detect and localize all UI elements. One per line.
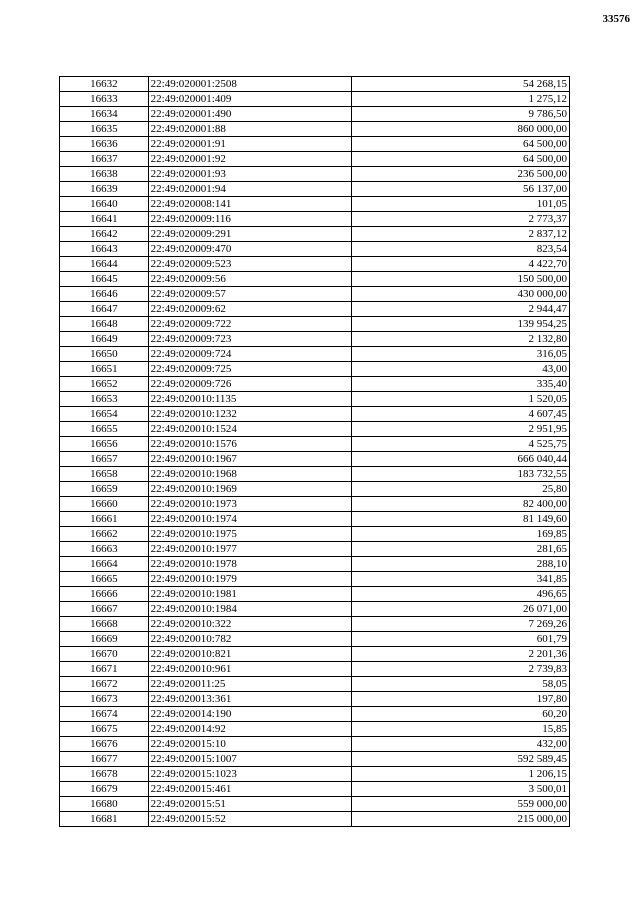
- amount-cell: 4 607,45: [351, 407, 569, 422]
- table-row: [60, 137, 570, 152]
- table-row: [60, 407, 570, 422]
- table-row: [60, 122, 570, 137]
- cadastral-number-cell: 22:49:020010:1524: [148, 422, 351, 437]
- row-number-cell: 16667: [60, 602, 149, 617]
- table-row: [60, 797, 570, 812]
- amount-cell: 3 500,01: [351, 782, 569, 797]
- cadastral-number-cell: 22:49:020001:92: [148, 152, 351, 167]
- cadastral-number-cell: 22:49:020010:1979: [148, 572, 351, 587]
- table-row: [60, 707, 570, 722]
- amount-cell: 341,85: [351, 572, 569, 587]
- table-row: [60, 197, 570, 212]
- amount-cell: 281,65: [351, 542, 569, 557]
- cadastral-number-cell: 22:49:020015:10: [148, 737, 351, 752]
- cadastral-number-cell: 22:49:020001:88: [148, 122, 351, 137]
- row-number-cell: 16657: [60, 452, 149, 467]
- row-number-cell: 16663: [60, 542, 149, 557]
- cadastral-number-cell: 22:49:020010:1974: [148, 512, 351, 527]
- table-row: [60, 182, 570, 197]
- row-number-cell: 16671: [60, 662, 149, 677]
- table-row: [60, 92, 570, 107]
- table-row: [60, 617, 570, 632]
- cadastral-number-cell: 22:49:020009:724: [148, 347, 351, 362]
- row-number-cell: 16649: [60, 332, 149, 347]
- amount-cell: 101,05: [351, 197, 569, 212]
- row-number-cell: 16640: [60, 197, 149, 212]
- cadastral-number-cell: 22:49:020010:1977: [148, 542, 351, 557]
- cadastral-number-cell: 22:49:020001:91: [148, 137, 351, 152]
- row-number-cell: 16678: [60, 767, 149, 782]
- cadastral-number-cell: 22:49:020009:56: [148, 272, 351, 287]
- row-number-cell: 16656: [60, 437, 149, 452]
- table-row: [60, 272, 570, 287]
- amount-cell: 2 773,37: [351, 212, 569, 227]
- table-row: [60, 662, 570, 677]
- table-row: [60, 422, 570, 437]
- table-row: [60, 212, 570, 227]
- cadastral-number-cell: 22:49:020010:1984: [148, 602, 351, 617]
- row-number-cell: 16651: [60, 362, 149, 377]
- amount-cell: 169,85: [351, 527, 569, 542]
- amount-cell: 430 000,00: [351, 287, 569, 302]
- amount-cell: 81 149,60: [351, 512, 569, 527]
- table-row: [60, 752, 570, 767]
- cadastral-number-cell: 22:49:020010:1978: [148, 557, 351, 572]
- amount-cell: 592 589,45: [351, 752, 569, 767]
- table-row: [60, 302, 570, 317]
- row-number-cell: 16653: [60, 392, 149, 407]
- amount-cell: 496,65: [351, 587, 569, 602]
- amount-cell: 2 739,83: [351, 662, 569, 677]
- cadastral-number-cell: 22:49:020011:25: [148, 677, 351, 692]
- row-number-cell: 16643: [60, 242, 149, 257]
- amount-cell: 2 951,95: [351, 422, 569, 437]
- row-number-cell: 16654: [60, 407, 149, 422]
- amount-cell: 7 269,26: [351, 617, 569, 632]
- cadastral-number-cell: 22:49:020009:722: [148, 317, 351, 332]
- table-row: [60, 542, 570, 557]
- cadastral-number-cell: 22:49:020010:782: [148, 632, 351, 647]
- table-row: [60, 647, 570, 662]
- table-row: [60, 632, 570, 647]
- table-row: [60, 467, 570, 482]
- table-row: [60, 242, 570, 257]
- cadastral-number-cell: 22:49:020009:116: [148, 212, 351, 227]
- cadastral-number-cell: 22:49:020013:361: [148, 692, 351, 707]
- table-row: [60, 482, 570, 497]
- amount-cell: 2 944,47: [351, 302, 569, 317]
- row-number-cell: 16632: [60, 77, 149, 92]
- table-row: [60, 677, 570, 692]
- table-row: [60, 152, 570, 167]
- row-number-cell: 16674: [60, 707, 149, 722]
- cadastral-number-cell: 22:49:020010:821: [148, 647, 351, 662]
- amount-cell: 4 422,70: [351, 257, 569, 272]
- cadastral-number-cell: 22:49:020009:725: [148, 362, 351, 377]
- amount-cell: 26 071,00: [351, 602, 569, 617]
- row-number-cell: 16680: [60, 797, 149, 812]
- amount-cell: 2 201,36: [351, 647, 569, 662]
- table-row: [60, 287, 570, 302]
- cadastral-number-cell: 22:49:020001:93: [148, 167, 351, 182]
- amount-cell: 56 137,00: [351, 182, 569, 197]
- table-row: [60, 452, 570, 467]
- table-row: [60, 77, 570, 92]
- cadastral-number-cell: 22:49:020010:961: [148, 662, 351, 677]
- cadastral-number-cell: 22:49:020015:461: [148, 782, 351, 797]
- cadastral-number-cell: 22:49:020009:523: [148, 257, 351, 272]
- row-number-cell: 16673: [60, 692, 149, 707]
- amount-cell: 823,54: [351, 242, 569, 257]
- cadastral-number-cell: 22:49:020009:723: [148, 332, 351, 347]
- cadastral-number-cell: 22:49:020010:1981: [148, 587, 351, 602]
- table-row: [60, 332, 570, 347]
- amount-cell: 58,05: [351, 677, 569, 692]
- row-number-cell: 16675: [60, 722, 149, 737]
- amount-cell: 860 000,00: [351, 122, 569, 137]
- table-row: [60, 782, 570, 797]
- table-row: [60, 347, 570, 362]
- table-row: [60, 512, 570, 527]
- amount-cell: 64 500,00: [351, 137, 569, 152]
- cadastral-number-cell: 22:49:020001:94: [148, 182, 351, 197]
- cadastral-number-cell: 22:49:020009:470: [148, 242, 351, 257]
- amount-cell: 1 206,15: [351, 767, 569, 782]
- cadastral-number-cell: 22:49:020010:1576: [148, 437, 351, 452]
- row-number-cell: 16665: [60, 572, 149, 587]
- row-number-cell: 16676: [60, 737, 149, 752]
- row-number-cell: 16660: [60, 497, 149, 512]
- page-number: 33576: [602, 13, 630, 25]
- row-number-cell: 16664: [60, 557, 149, 572]
- amount-cell: 43,00: [351, 362, 569, 377]
- table-row: [60, 497, 570, 512]
- row-number-cell: 16650: [60, 347, 149, 362]
- row-number-cell: 16662: [60, 527, 149, 542]
- row-number-cell: 16637: [60, 152, 149, 167]
- table-row: [60, 227, 570, 242]
- cadastral-number-cell: 22:49:020015:1007: [148, 752, 351, 767]
- row-number-cell: 16658: [60, 467, 149, 482]
- cadastral-number-cell: 22:49:020010:1968: [148, 467, 351, 482]
- cadastral-number-cell: 22:49:020010:1232: [148, 407, 351, 422]
- table-row: [60, 167, 570, 182]
- row-number-cell: 16670: [60, 647, 149, 662]
- row-number-cell: 16636: [60, 137, 149, 152]
- table-row: [60, 722, 570, 737]
- row-number-cell: 16641: [60, 212, 149, 227]
- cadastral-number-cell: 22:49:020009:726: [148, 377, 351, 392]
- cadastral-number-cell: 22:49:020015:52: [148, 812, 351, 827]
- amount-cell: 15,85: [351, 722, 569, 737]
- cadastral-number-cell: 22:49:020009:57: [148, 287, 351, 302]
- row-number-cell: 16633: [60, 92, 149, 107]
- amount-cell: 1 520,05: [351, 392, 569, 407]
- amount-cell: 335,40: [351, 377, 569, 392]
- row-number-cell: 16659: [60, 482, 149, 497]
- amount-cell: 215 000,00: [351, 812, 569, 827]
- amount-cell: 82 400,00: [351, 497, 569, 512]
- row-number-cell: 16644: [60, 257, 149, 272]
- row-number-cell: 16648: [60, 317, 149, 332]
- amount-cell: 150 500,00: [351, 272, 569, 287]
- row-number-cell: 16647: [60, 302, 149, 317]
- table-row: [60, 587, 570, 602]
- cadastral-number-cell: 22:49:020010:1975: [148, 527, 351, 542]
- table-row: [60, 572, 570, 587]
- cadastral-number-cell: 22:49:020015:1023: [148, 767, 351, 782]
- amount-cell: 432,00: [351, 737, 569, 752]
- row-number-cell: 16646: [60, 287, 149, 302]
- cadastral-number-cell: 22:49:020009:291: [148, 227, 351, 242]
- cadastral-number-cell: 22:49:020010:1973: [148, 497, 351, 512]
- amount-cell: 288,10: [351, 557, 569, 572]
- table-row: [60, 257, 570, 272]
- row-number-cell: 16642: [60, 227, 149, 242]
- row-number-cell: 16669: [60, 632, 149, 647]
- cadastral-number-cell: 22:49:020015:51: [148, 797, 351, 812]
- table-row: [60, 527, 570, 542]
- table-row: [60, 107, 570, 122]
- table-row: [60, 602, 570, 617]
- amount-cell: 1 275,12: [351, 92, 569, 107]
- table-row: [60, 362, 570, 377]
- amount-cell: 197,80: [351, 692, 569, 707]
- row-number-cell: 16645: [60, 272, 149, 287]
- cadastral-number-cell: 22:49:020001:490: [148, 107, 351, 122]
- cadastral-number-cell: 22:49:020010:1969: [148, 482, 351, 497]
- amount-cell: 64 500,00: [351, 152, 569, 167]
- data-table: [59, 76, 570, 827]
- amount-cell: 60,20: [351, 707, 569, 722]
- row-number-cell: 16661: [60, 512, 149, 527]
- cadastral-number-cell: 22:49:020009:62: [148, 302, 351, 317]
- cadastral-number-cell: 22:49:020010:322: [148, 617, 351, 632]
- table-row: [60, 737, 570, 752]
- table-row: [60, 692, 570, 707]
- amount-cell: 9 786,50: [351, 107, 569, 122]
- row-number-cell: 16677: [60, 752, 149, 767]
- amount-cell: 236 500,00: [351, 167, 569, 182]
- amount-cell: 139 954,25: [351, 317, 569, 332]
- row-number-cell: 16639: [60, 182, 149, 197]
- row-number-cell: 16679: [60, 782, 149, 797]
- cadastral-number-cell: 22:49:020014:190: [148, 707, 351, 722]
- row-number-cell: 16672: [60, 677, 149, 692]
- table-row: [60, 392, 570, 407]
- row-number-cell: 16652: [60, 377, 149, 392]
- row-number-cell: 16638: [60, 167, 149, 182]
- table-body: [60, 77, 570, 827]
- table-row: [60, 377, 570, 392]
- row-number-cell: 16655: [60, 422, 149, 437]
- cadastral-number-cell: 22:49:020010:1967: [148, 452, 351, 467]
- cadastral-number-cell: 22:49:020014:92: [148, 722, 351, 737]
- table-row: [60, 767, 570, 782]
- cadastral-number-cell: 22:49:020001:2508: [148, 77, 351, 92]
- table-row: [60, 317, 570, 332]
- row-number-cell: 16681: [60, 812, 149, 827]
- row-number-cell: 16668: [60, 617, 149, 632]
- amount-cell: 316,05: [351, 347, 569, 362]
- amount-cell: 559 000,00: [351, 797, 569, 812]
- cadastral-number-cell: 22:49:020001:409: [148, 92, 351, 107]
- table-row: [60, 812, 570, 827]
- amount-cell: 183 732,55: [351, 467, 569, 482]
- amount-cell: 666 040,44: [351, 452, 569, 467]
- row-number-cell: 16634: [60, 107, 149, 122]
- row-number-cell: 16666: [60, 587, 149, 602]
- amount-cell: 2 837,12: [351, 227, 569, 242]
- table-row: [60, 557, 570, 572]
- amount-cell: 25,80: [351, 482, 569, 497]
- cadastral-number-cell: 22:49:020008:141: [148, 197, 351, 212]
- row-number-cell: 16635: [60, 122, 149, 137]
- amount-cell: 601,79: [351, 632, 569, 647]
- cadastral-number-cell: 22:49:020010:1135: [148, 392, 351, 407]
- table-row: [60, 437, 570, 452]
- amount-cell: 2 132,80: [351, 332, 569, 347]
- amount-cell: 4 525,75: [351, 437, 569, 452]
- amount-cell: 54 268,15: [351, 77, 569, 92]
